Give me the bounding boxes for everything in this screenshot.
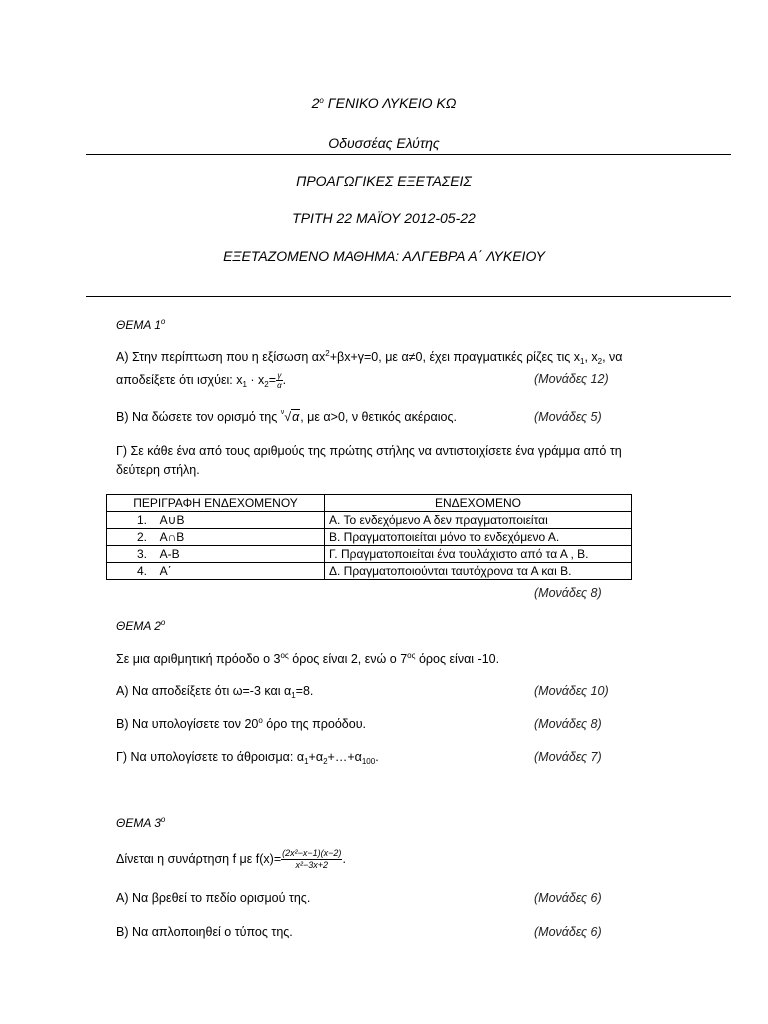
theme2-c-marks: (Μονάδες 7) <box>534 750 602 764</box>
theme1-c-line1: Γ) Σε κάθε ένα από τους αριθμούς της πρώτης στήλης να αντιστοιχίσετε ένα γράμμα από τη <box>116 444 622 458</box>
school-title: $2^o$ ΓΕΝΙΚΟ ΛΥΚΕΙΟ ΚΩ <box>311 95 457 111</box>
theme3-title: ΘΕΜΑ $3^o$ <box>116 815 166 830</box>
table-cell: 2. Α∩Β <box>107 529 325 546</box>
table-cell: 3. Α-Β <box>107 546 325 563</box>
theme3-intro: Δίνεται η συνάρτηση f με f(x)= $\frac{\text{(2x²−x−1)(x−2)}}{\text{x²−3x+2}}$ . <box>116 848 346 870</box>
theme3-a-line: Α) Να βρεθεί το πεδίο ορισμού της. <box>116 891 311 905</box>
theme1-title: ΘΕΜΑ $1^o$ <box>116 317 166 332</box>
theme2-a-marks: (Μονάδες 10) <box>534 684 609 698</box>
theme2-intro: Σε μια αριθμητική πρόοδο ο $3^{o\varsigma}$ όρος είναι 2, ενώ ο $7^{o\varsigma}$ όρος είναι -10. <box>116 651 500 666</box>
divider-top <box>86 154 731 155</box>
theme2-a-line: Α) Να αποδείξετε ότι ω=-3 και $\alpha_1=8$. <box>116 684 314 700</box>
table-cell: 4. Α΄ <box>107 563 325 580</box>
table-cell: Δ. Πραγματοποιούνται ταυτόχρονα τα Α και Β. <box>325 563 632 580</box>
gamma-over-alpha-fraction: $\frac{\gamma}{\alpha}$ <box>277 371 282 390</box>
theme1-b-marks: (Μονάδες 5) <box>534 410 602 424</box>
exam-subject: ΕΞΕΤΑΖΟΜΕΝΟ ΜΑΘΗΜΑ: ΑΛΓΕΒΡΑ Α΄ ΛΥΚΕΙΟΥ <box>223 248 545 264</box>
table-cell: Α. Το ενδεχόμενο Α δεν πραγματοποιείται <box>325 512 632 529</box>
theme2-b-line: Β) Να υπολογίσετε τον $20^o$ όρο της προόδου. <box>116 716 367 731</box>
theme3-a-marks: (Μονάδες 6) <box>534 891 602 905</box>
table-header-description: ΠΕΡΙΓΡΑΦΗ ΕΝΔΕΧΟΜΕΝΟΥ <box>107 495 325 512</box>
function-fraction: $\frac{\text{(2x²−x−1)(x−2)}}{\text{x²−3x+2}}$ <box>282 848 342 870</box>
theme1-a-line1: Α) Στην περίπτωση που η εξίσωση $\alpha x^2+\beta x+\gamma=0$, με α≠0, έχει πραγματικές ρίζες τις $x_1$, $x_2$, να <box>116 349 623 366</box>
table-cell: Γ. Πραγματοποιείται ένα τουλάχιστο από τα Α , Β. <box>325 546 632 563</box>
theme2-title: ΘΕΜΑ $2^o$ <box>116 618 166 633</box>
theme3-b-marks: (Μονάδες 6) <box>534 925 602 939</box>
table-row <box>107 512 632 529</box>
exam-date: ΤΡΙΤΗ 22 ΜΑΪΟΥ 2012-05-22 <box>292 210 476 226</box>
theme1-a-marks: (Μονάδες 12) <box>534 372 609 386</box>
nth-root-symbol: $^\nu$√α <box>280 409 300 424</box>
divider-bottom <box>86 296 731 297</box>
exam-type: ΠΡΟΑΓΩΓΙΚΕΣ ΕΞΕΤΑΣΕΙΣ <box>296 173 472 189</box>
table-row <box>107 529 632 546</box>
theme1-c-line2: δεύτερη στήλη. <box>116 463 200 477</box>
table-cell: Β. Πραγματοποιείται μόνο το ενδεχόμενο Α. <box>325 529 632 546</box>
theme2-c-line: Γ) Να υπολογίσετε το άθροισμα: $\alpha_1+\alpha_2+\dots+\alpha_{100}$. <box>116 750 379 766</box>
table-header-event: ΕΝΔΕΧΟΜΕΝΟ <box>325 495 632 512</box>
theme2-b-marks: (Μονάδες 8) <box>534 717 602 731</box>
school-name: Οδυσσέας Ελύτης <box>328 135 440 151</box>
table-row <box>107 563 632 580</box>
theme3-b-line: Β) Να απλοποιηθεί ο τύπος της. <box>116 925 293 939</box>
table-header-row <box>107 495 632 512</box>
table-cell: 1. Α∪Β <box>107 512 325 529</box>
theme1-b-line: Β) Να δώσετε τον ορισμό της $^\nu$√α, με α>0, ν θετικός ακέραιος. <box>116 409 457 424</box>
table-row <box>107 546 632 563</box>
events-table <box>106 494 632 580</box>
theme1-c-marks: (Μονάδες 8) <box>534 586 602 600</box>
theme1-a-line2: αποδείξετε ότι ισχύει: $x_1 \cdot x_2=$ $\frac{\gamma}{\alpha}$ . <box>116 371 287 390</box>
